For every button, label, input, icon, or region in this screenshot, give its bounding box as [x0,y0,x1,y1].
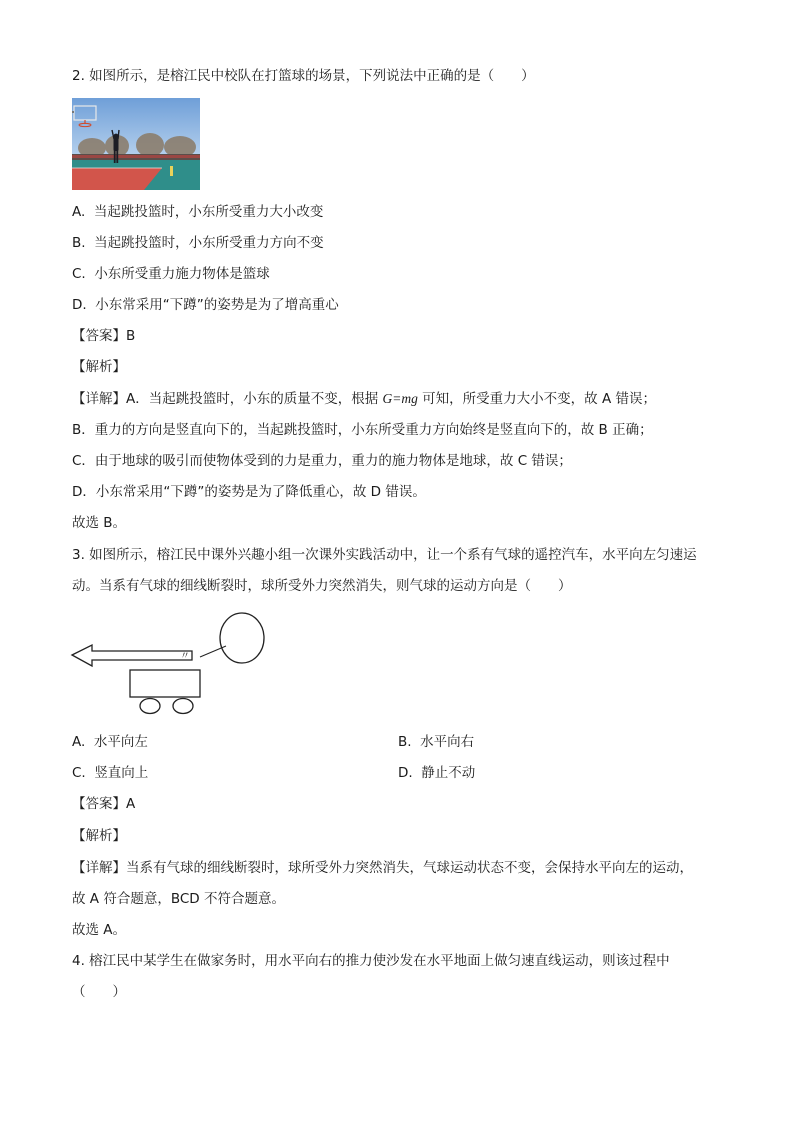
q2-option-c [72,264,270,284]
car-wheel-right [173,699,193,714]
option-label: B. [398,734,412,750]
option-text: 静止不动 [421,765,476,781]
option-text: 当起跳投篮时，小东所受重力大小改变 [93,204,324,220]
q2-answer [72,326,135,346]
option-text: 小东所受重力施力物体是篮球 [94,266,270,282]
balloon [220,613,264,663]
answer-tag: 【答案】 [72,796,126,812]
option-label: B. [72,235,86,251]
q2-option-a [72,202,323,222]
q3-option-c [72,763,148,783]
detail-a-pre: A．当起跳投篮时，小东的质量不变，根据 [126,391,383,407]
q2-detail-a [72,389,656,409]
q3-stem-line2: 动。当系有气球的细线断裂时，球所受外力突然消失，则气球的运动方向是（ ） [72,578,572,594]
option-label: D. [398,765,413,781]
option-label: C. [72,266,86,282]
q3-detail-line1 [72,858,693,878]
q2-detail-c: C．由于地球的吸引而使物体受到的力是重力，重力的施力物体是地球，故 C 错误； [72,453,572,469]
option-label: D. [72,297,87,313]
q2-detail-d: D．小东常采用“下蹲”的姿势是为了降低重心，故 D 错误。 [72,484,426,500]
left-arrow-icon [72,645,192,666]
q4-stem-line1: 4. 榕江民中某学生在做家务时，用水平向右的推力使沙发在水平地面上做匀速直线运动，则该过程中 [72,953,670,969]
break-mark: 〃 [180,651,190,662]
option-text: 竖直向上 [94,765,149,781]
option-label: A. [72,734,86,750]
q3-answer [72,794,135,814]
q2-stem: 2. 如图所示，是榕江民中校队在打篮球的场景，下列说法中正确的是（ ） [72,68,535,84]
q2-option-b [72,233,324,253]
gravity-formula: G=mg [382,391,418,406]
option-text: 小东常采用“下蹲”的姿势是为了增高重心 [95,297,339,313]
car-balloon-figure [70,610,270,720]
detail-text: 当系有气球的细线断裂时，球所受外力突然消失，气球运动状态不变，会保持水平向左的运动， [126,860,693,876]
detail-a-post: 可知，所受重力大小不变，故 A 错误； [417,391,656,407]
option-label: A. [72,204,86,220]
basketball-scene-image [72,98,200,190]
option-label: C. [72,765,86,781]
q3-option-a [72,732,148,752]
basketball-photo [72,98,200,190]
q2-analysis-tag: 【解析】 [72,359,126,375]
answer-value: B [126,328,136,344]
car-balloon-diagram [70,610,270,720]
car-body [130,670,200,697]
detail-tag: 【详解】 [72,391,126,407]
q3-option-b [398,732,474,752]
q2-option-d [72,295,339,315]
answer-value: A [126,796,136,812]
q2-detail-b: B．重力的方向是竖直向下的，当起跳投篮时，小东所受重力方向始终是竖直向下的，故 B 正确； [72,422,653,438]
car-wheel-left [140,699,160,714]
q3-detail-line2: 故 A 符合题意，BCD 不符合题意。 [72,891,285,907]
q3-analysis-tag: 【解析】 [72,828,126,844]
option-text: 水平向右 [420,734,475,750]
option-text: 水平向左 [93,734,148,750]
answer-tag: 【答案】 [72,328,126,344]
detail-tag: 【详解】 [72,860,126,876]
q2-conclusion: 故选 B。 [72,515,127,531]
q3-option-d [398,763,475,783]
q3-stem-line1: 3. 如图所示，榕江民中课外兴趣小组一次课外实践活动中，让一个系有气球的遥控汽车，水平向左匀速运 [72,547,697,563]
q3-conclusion: 故选 A。 [72,922,127,938]
q4-stem-line2: （ ） [72,984,126,1000]
option-text: 当起跳投篮时，小东所受重力方向不变 [94,235,324,251]
